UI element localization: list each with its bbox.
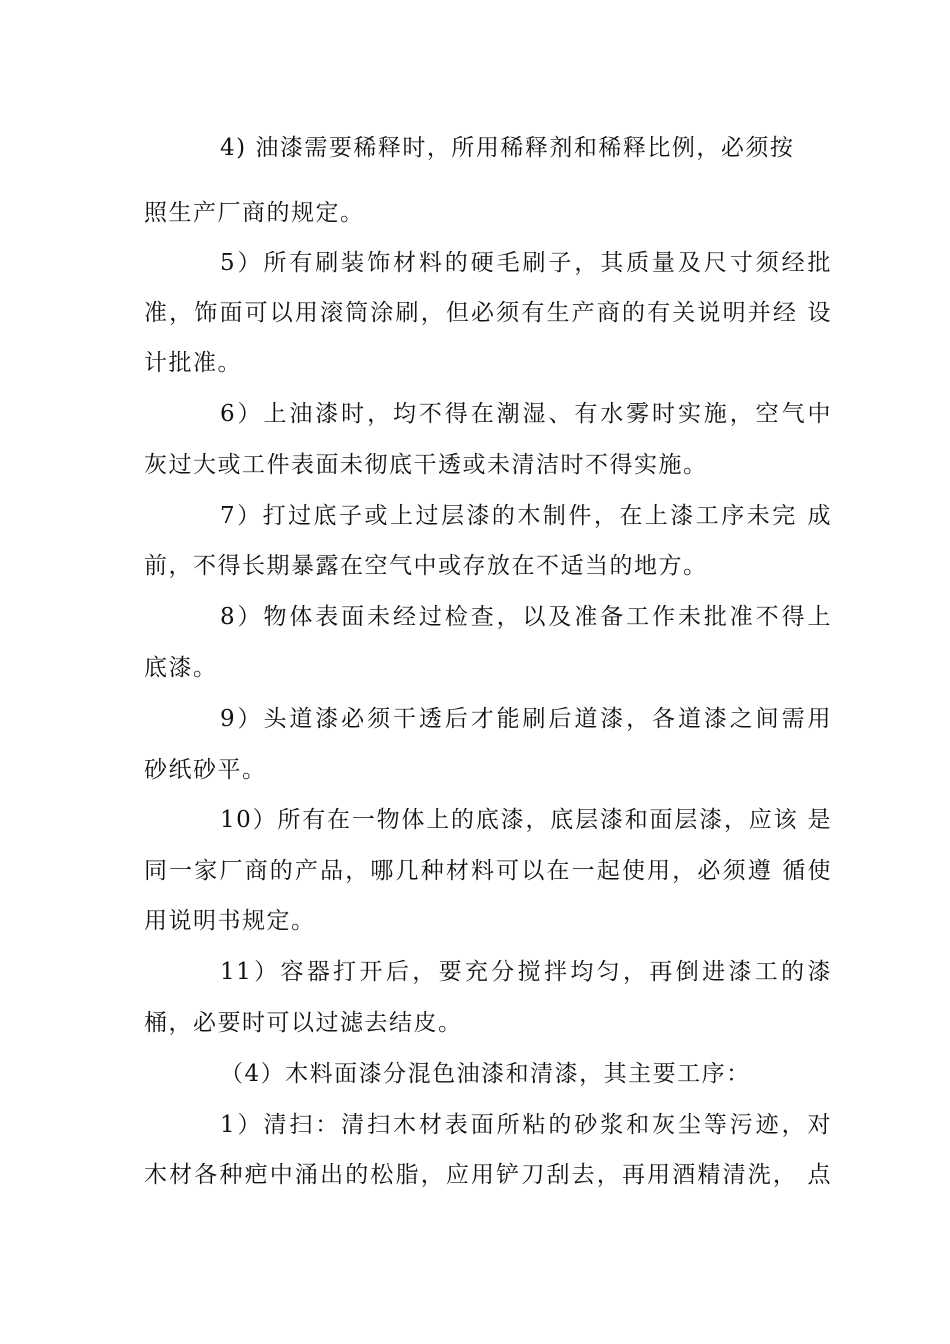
text-line: 前，不得长期暴露在空气中或存放在不适当的地方。: [144, 553, 708, 579]
text-line: 砂纸砂平。: [144, 757, 267, 783]
text-line: 计批准。: [144, 350, 242, 376]
text-line: 5）所有刷装饰材料的硬毛刷子，其质量及尺寸须经批: [220, 250, 832, 276]
text-line: 9）头道漆必须干透后才能刷后道漆，各道漆之间需用: [220, 706, 832, 732]
text-line: 用说明书规定。: [144, 908, 316, 934]
text-line: 10）所有在一物体上的底漆，底层漆和面层漆，应该 是: [220, 807, 832, 833]
text-line: 准，饰面可以用滚筒涂刷，但必须有生产商的有关说明并经 设: [144, 300, 832, 326]
text-line: 11）容器打开后，要充分搅拌均匀，再倒进漆工的漆: [220, 959, 832, 985]
text-line: 桶，必要时可以过滤去结皮。: [144, 1010, 463, 1036]
text-line: 同一家厂商的产品，哪几种材料可以在一起使用，必须遵 循使: [144, 858, 832, 884]
text-line: 6）上油漆时，均不得在潮湿、有水雾时实施，空气中: [220, 401, 832, 427]
section-heading: （4）木料面漆分混色油漆和清漆，其主要工序：: [220, 1061, 751, 1087]
text-line: 底漆。: [144, 655, 218, 681]
text-line: 1）清扫：清扫木材表面所粘的砂浆和灰尘等污迹，对: [220, 1112, 832, 1138]
text-line: 灰过大或工件表面未彻底干透或未清洁时不得实施。: [144, 452, 708, 478]
text-line: 木材各种疤中涌出的松脂，应用铲刀刮去，再用酒精清洗， 点: [144, 1162, 832, 1188]
text-line: 4) 油漆需要稀释时，所用稀释剂和稀释比例，必须按: [220, 135, 795, 161]
text-line: 照生产厂商的规定。: [144, 200, 365, 226]
text-line: 7）打过底子或上过层漆的木制件，在上漆工序未完 成: [220, 503, 832, 529]
text-line: 8）物体表面未经过检查，以及准备工作未批准不得上: [220, 604, 832, 630]
